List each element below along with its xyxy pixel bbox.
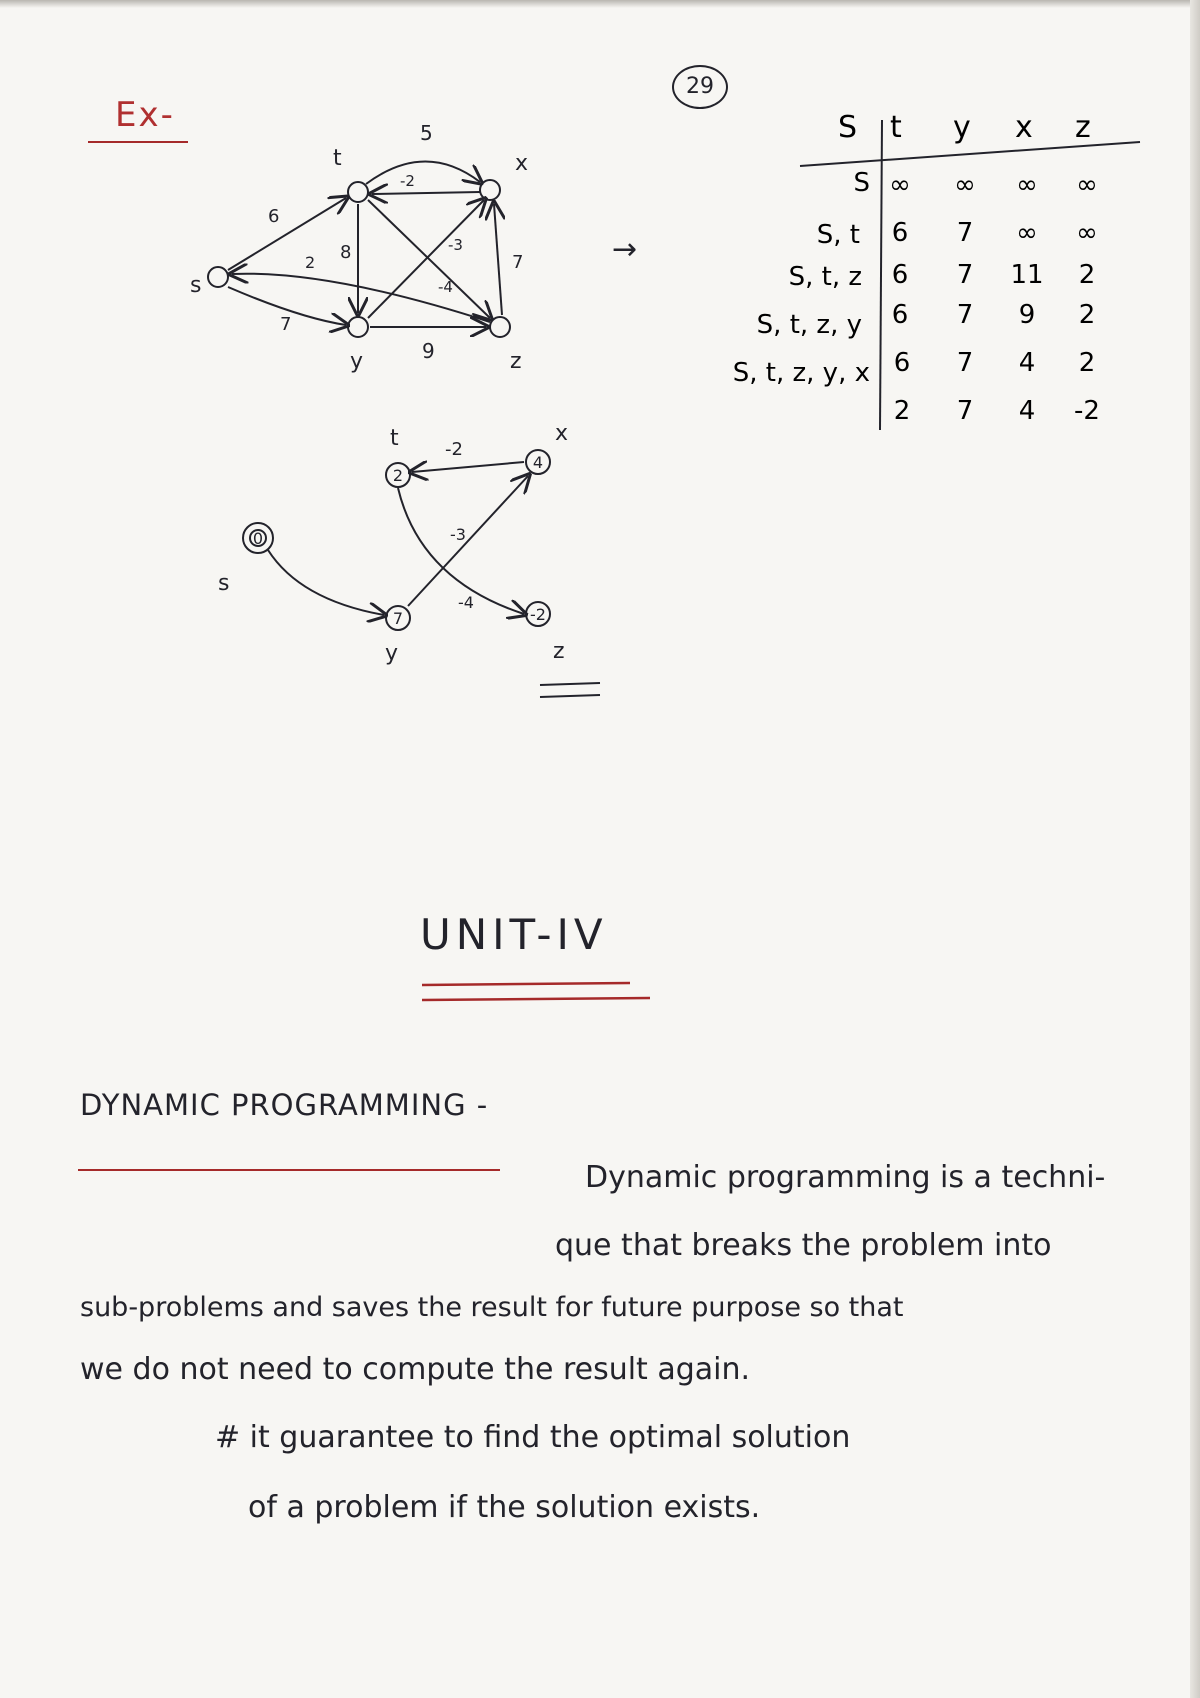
table-row-label: S, t, z, y, x [732,358,870,388]
tree-weight-y-x: -3 [450,525,466,544]
table-row-label: S, t [816,220,860,250]
table-cell: ∞ [889,170,911,200]
tree-edge-x-t [412,462,524,472]
table-cell: 7 [956,348,974,378]
table-header-source: S [838,110,858,145]
table-header-x: x [1015,110,1033,145]
table-cell: 2 [1078,300,1096,330]
table-cell: 7 [956,260,974,290]
table-row-label: S [853,168,870,198]
w-t-y: 8 [340,242,352,263]
w-z-s: 2 [305,253,316,272]
tree-label-s: s [218,571,230,596]
unit-title: UNIT-IV [420,910,608,959]
tree-weight-x-t: -2 [445,439,463,460]
table-cell: 7 [956,396,974,426]
table-cell: -2 [1074,396,1100,426]
table-cell: 2 [1078,348,1096,378]
w-y-x: -3 [448,236,463,254]
table-cell: ∞ [954,170,976,200]
paragraph-line: que that breaks the problem into [555,1228,1052,1263]
tree-label-t: t [390,426,399,451]
table-cell: 2 [893,396,911,426]
tree-value-t: 2 [392,466,404,485]
table-header-z: z [1075,110,1091,145]
table-cell: 9 [1018,300,1036,330]
paragraph-line: Dynamic programming is a techni- [585,1160,1106,1195]
tree-edge-y-x [408,476,528,606]
w-s-t: 6 [268,206,280,227]
tree-label-x: x [555,421,569,446]
tree-label-y: y [385,641,399,666]
paragraph-line: sub-problems and saves the result for future purpose so that [80,1292,904,1323]
w-t-x: 5 [420,121,433,145]
label-t: t [333,146,342,171]
label-s: s [190,273,202,298]
table-cell: 7 [956,300,974,330]
tree-value-y: 7 [392,609,404,628]
tree-value-z: -2 [530,605,546,624]
table-cell: 6 [891,300,909,330]
table-cell: 6 [891,218,909,248]
page-number: 29 [672,65,728,109]
label-y: y [350,349,364,374]
table-cell: 4 [1018,396,1036,426]
tree-value-s: 0 [252,529,264,548]
table-cell: ∞ [1076,218,1098,248]
paragraph-line: # it guarantee to find the optimal solution [215,1420,851,1455]
paragraph-line: we do not need to compute the result again. [80,1352,751,1387]
w-x-t: -2 [400,172,415,190]
table-row-label: S, t, z [788,262,862,292]
arrow-to-table: → [612,232,638,267]
tree-edge-s-y [268,550,384,615]
table-row-label: S, t, z, y [756,310,862,340]
tree-label-z: z [553,639,565,664]
table-cell: ∞ [1076,170,1098,200]
table-cell: 6 [891,260,909,290]
tree-value-x: 4 [532,453,544,472]
section-heading: DYNAMIC PROGRAMMING - [80,1088,489,1122]
table-cell: 4 [1018,348,1036,378]
table-cell: 7 [956,218,974,248]
table-cell: ∞ [1016,218,1038,248]
table-header-y: y [953,110,971,145]
w-t-z: -4 [438,278,453,296]
label-x: x [515,151,529,176]
table-header-t: t [890,110,902,145]
table-cell: ∞ [1016,170,1038,200]
label-z: z [510,349,522,374]
table-cell: 2 [1078,260,1096,290]
w-y-z: 9 [422,339,435,363]
example-label: Ex- [115,95,175,135]
table-cell: 6 [893,348,911,378]
w-s-y: 7 [280,314,292,335]
tree-weight-t-z: -4 [458,593,474,612]
table-cell: 11 [1010,260,1044,290]
paragraph-line: of a problem if the solution exists. [248,1490,761,1525]
w-z-x: 7 [512,252,524,273]
